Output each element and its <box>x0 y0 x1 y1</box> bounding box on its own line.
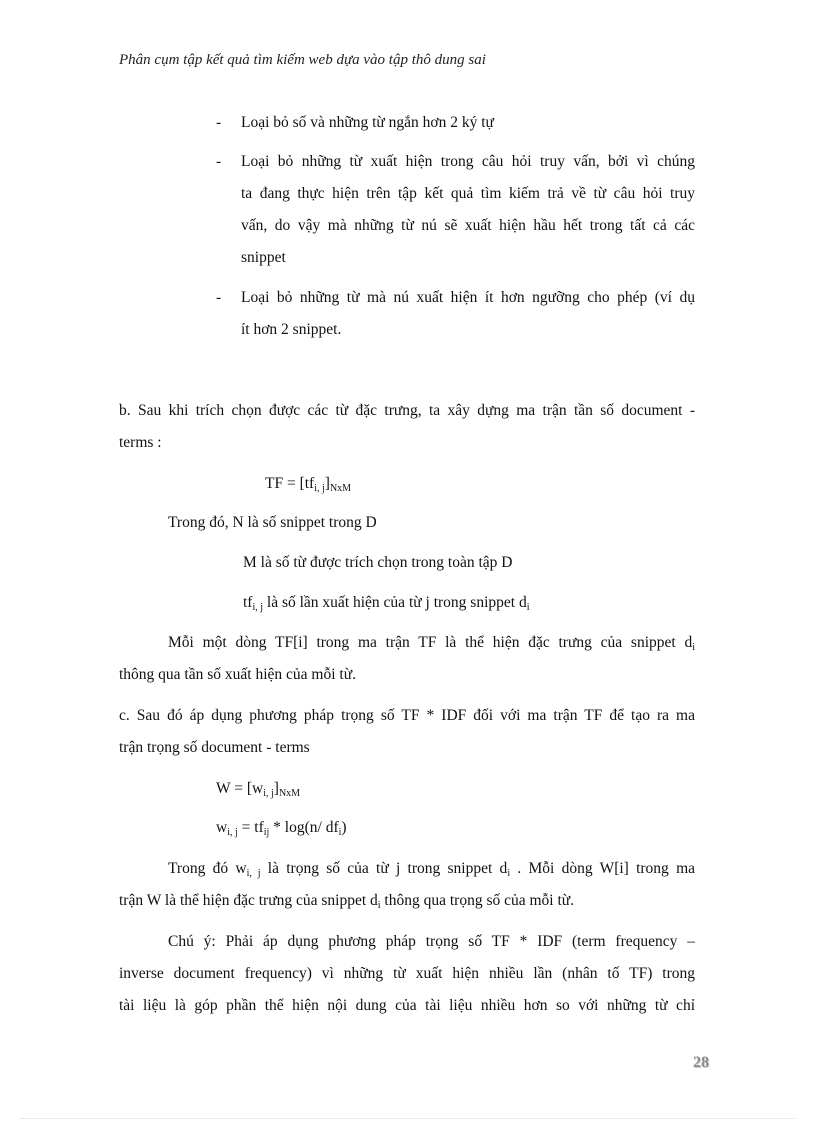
w-desc-index-b: i <box>507 868 511 879</box>
section-c-line-2: trận trọng số document - terms <box>119 739 310 756</box>
bullet-2-line-3: vấn, do vậy mà những từ nú sẽ xuất hiện hầu hết trong tất cả các <box>241 217 695 234</box>
w-formula-dimension: NxM <box>278 788 301 799</box>
page-header-title: Phân cụm tập kết quả tìm kiếm web dựa vào tập thô dung sai <box>119 52 486 68</box>
bullet-3-line-1: Loại bỏ những từ mà nú xuất hiện ít hơn ngưỡng cho phép (ví dụ <box>241 289 695 306</box>
page-number: 28 <box>693 1054 709 1071</box>
bullet-1-line-1: Loại bỏ số và những từ ngắn hơn 2 ký tự <box>241 114 494 131</box>
tf-row-index: i <box>692 642 695 653</box>
tf-row-text: Mỗi một dòng TF[i] trong ma trận TF là thể hiện đặc trưng của snippet d <box>168 634 693 651</box>
where-tf-snippet-index: i <box>526 602 530 613</box>
bullet-dash: - <box>216 289 222 306</box>
tf-formula-close: ] <box>324 475 330 492</box>
bullet-2-line-2: ta đang thực hiện trên tập kết quả tìm kiếm trả về từ câu hỏi truy <box>241 185 695 202</box>
w-desc2-text: trận W là thể hiện đặc trưng của snippet d <box>119 892 378 909</box>
w2-index: i, j <box>227 827 238 838</box>
w2-df-index: i <box>338 827 342 838</box>
w2-equals-tf: = tf <box>237 819 264 836</box>
w-desc2-index: i <box>377 900 381 911</box>
tf-row-description-line-2: thông qua tần số xuất hiện của mỗi từ. <box>119 666 356 683</box>
bullet-3-line-2: ít hơn 2 snippet. <box>241 321 342 338</box>
section-b-line-1: b. Sau khi trích chọn được các từ đặc trưng, ta xây dựng ma trận tần số document - <box>119 402 695 419</box>
note-line-2: inverse document frequency) vì những từ xuất hiện nhiều lần (nhân tố TF) trong <box>119 965 695 982</box>
where-tf-symbol: tf <box>243 594 253 611</box>
tf-formula-lhs: TF = [tf <box>265 475 315 492</box>
bottom-divider <box>20 1118 796 1119</box>
where-tf-index: i, j <box>252 602 264 613</box>
tf-row-description-line-1 <box>168 633 695 653</box>
w-formula-index: i, j <box>263 788 274 799</box>
w-desc-text-c: . Mỗi dòng W[i] trong ma <box>510 860 696 877</box>
w-weight-formula <box>216 818 347 838</box>
where-m-definition: M là số từ được trích chọn trong toàn tập D <box>243 554 513 571</box>
tf-formula-dimension: NxM <box>329 483 352 494</box>
bullet-2-line-4: snippet <box>241 249 286 266</box>
where-tf-text: là số lần xuất hiện của từ j trong snippet d <box>263 594 527 611</box>
w-description-line-1 <box>168 859 695 879</box>
note-line-3: tài liệu là góp phần thể hiện nội dung của tài liệu nhiều hơn so với những từ chỉ <box>119 997 695 1014</box>
w-desc-text-b: là trọng số của từ j trong snippet d <box>260 860 508 877</box>
tf-matrix-formula <box>265 474 351 494</box>
w-matrix-formula <box>216 779 300 799</box>
where-n-definition: Trong đó, N là số snippet trong D <box>168 514 377 531</box>
w-description-line-2 <box>119 891 574 911</box>
w-formula-lhs: W = [w <box>216 780 264 797</box>
w-desc2-end: thông qua trọng số của mỗi từ. <box>380 892 575 909</box>
bullet-2-line-1: Loại bỏ những từ xuất hiện trong câu hỏi truy vấn, bởi vì chúng <box>241 153 695 170</box>
w-desc-index-a: i, j <box>246 868 261 879</box>
w-desc-text-a: Trong đó w <box>168 860 247 877</box>
w2-log-term: * log(n/ df <box>269 819 339 836</box>
section-c-line-1: c. Sau đó áp dụng phương pháp trọng số TF * IDF đối với ma trận TF để tạo ra ma <box>119 707 695 724</box>
w2-close-paren: ) <box>341 819 347 836</box>
section-b-line-2: terms : <box>119 434 162 451</box>
w2-symbol: w <box>216 819 228 836</box>
w-formula-close: ] <box>273 780 279 797</box>
bullet-dash: - <box>216 114 222 131</box>
tf-formula-index: i, j <box>314 483 325 494</box>
note-line-1: Chú ý: Phải áp dụng phương pháp trọng số TF * IDF (term frequency – <box>168 933 695 950</box>
w2-tf-index: ij <box>263 827 270 838</box>
where-tf-definition <box>243 593 529 613</box>
bullet-dash: - <box>216 153 222 170</box>
